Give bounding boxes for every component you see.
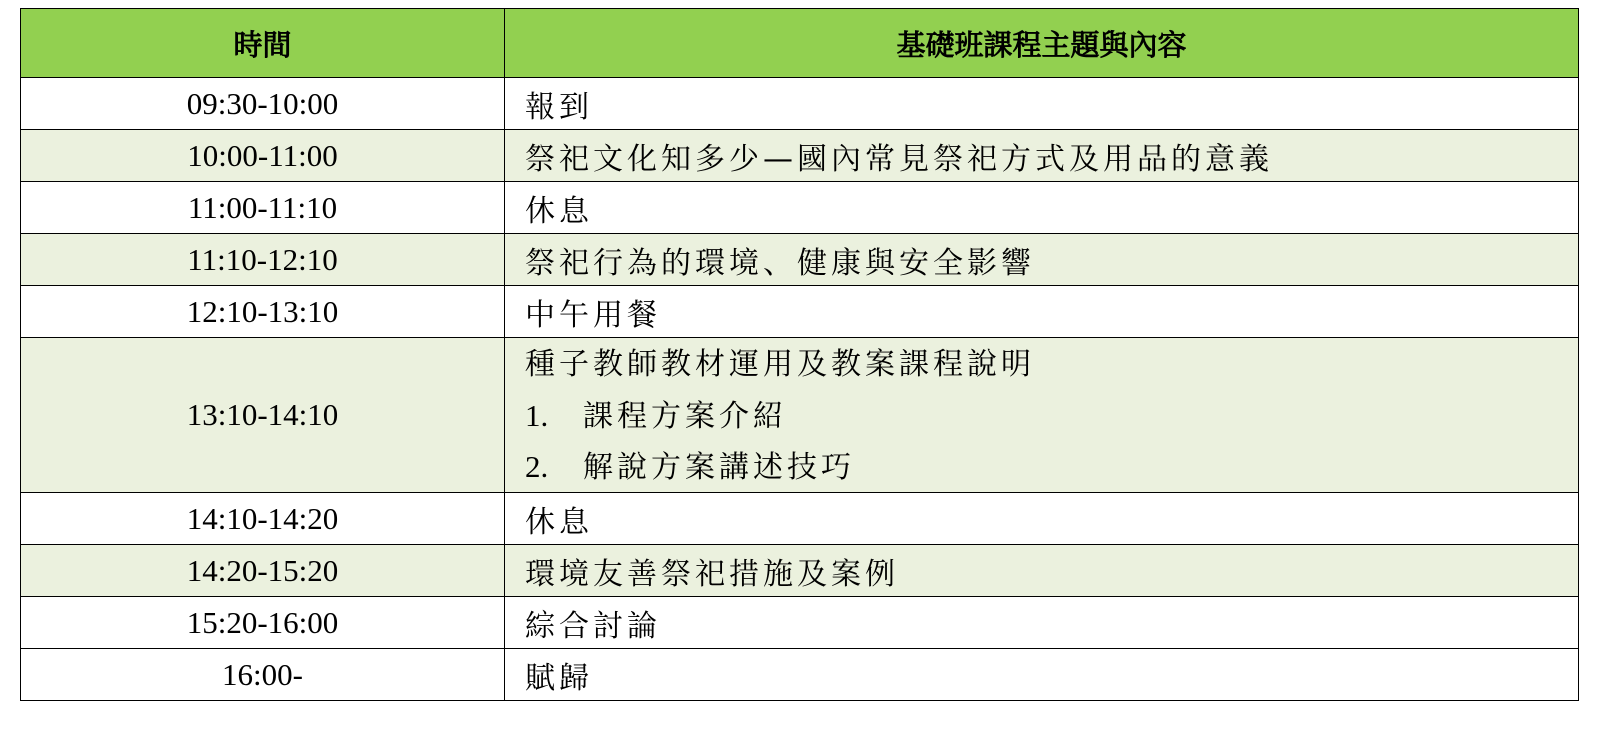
table-row [21, 182, 1579, 234]
table-row [21, 649, 1579, 701]
time-cell: 15:20-16:00 [21, 597, 505, 649]
time-cell: 16:00- [21, 649, 505, 701]
header-content: 基礎班課程主題與內容 [505, 9, 1579, 78]
content-cell: 中午用餐 [505, 286, 1579, 338]
schedule-table [20, 8, 1579, 701]
header-time: 時間 [21, 9, 505, 78]
time-cell: 11:00-11:10 [21, 182, 505, 234]
time-cell: 14:20-15:20 [21, 545, 505, 597]
list-item-number: 2. [525, 448, 549, 484]
list-item-text: 課程方案介紹 [583, 398, 787, 434]
time-cell: 11:10-12:10 [21, 234, 505, 286]
table-row [21, 338, 1579, 493]
table-header [21, 9, 1579, 78]
time-cell: 12:10-13:10 [21, 286, 505, 338]
time-cell: 09:30-10:00 [21, 78, 505, 130]
content-cell: 賦歸 [505, 649, 1579, 701]
table-row [21, 286, 1579, 338]
content-cell: 祭祀文化知多少—國內常見祭祀方式及用品的意義 [505, 130, 1579, 182]
table-row [21, 234, 1579, 286]
content-cell: 環境友善祭祀措施及案例 [505, 545, 1579, 597]
table-row [21, 545, 1579, 597]
list-item-text: 解說方案講述技巧 [583, 449, 855, 485]
time-cell: 10:00-11:00 [21, 130, 505, 182]
content-cell: 祭祀行為的環境、健康與安全影響 [505, 234, 1579, 286]
content-cell: 綜合討論 [505, 597, 1579, 649]
table-row [21, 78, 1579, 130]
list-item [525, 390, 1578, 441]
content-cell [505, 338, 1579, 493]
table-row [21, 597, 1579, 649]
content-cell: 報到 [505, 78, 1579, 130]
time-cell: 14:10-14:20 [21, 493, 505, 545]
list-item [525, 441, 1578, 492]
content-cell: 休息 [505, 493, 1579, 545]
table-row [21, 130, 1579, 182]
table-body [21, 78, 1579, 701]
content-title: 種子教師教材運用及教案課程說明 [525, 346, 1035, 382]
list-item-number: 1. [525, 397, 549, 433]
header-row [21, 9, 1579, 78]
time-cell: 13:10-14:10 [21, 338, 505, 493]
table-row [21, 493, 1579, 545]
content-cell: 休息 [505, 182, 1579, 234]
